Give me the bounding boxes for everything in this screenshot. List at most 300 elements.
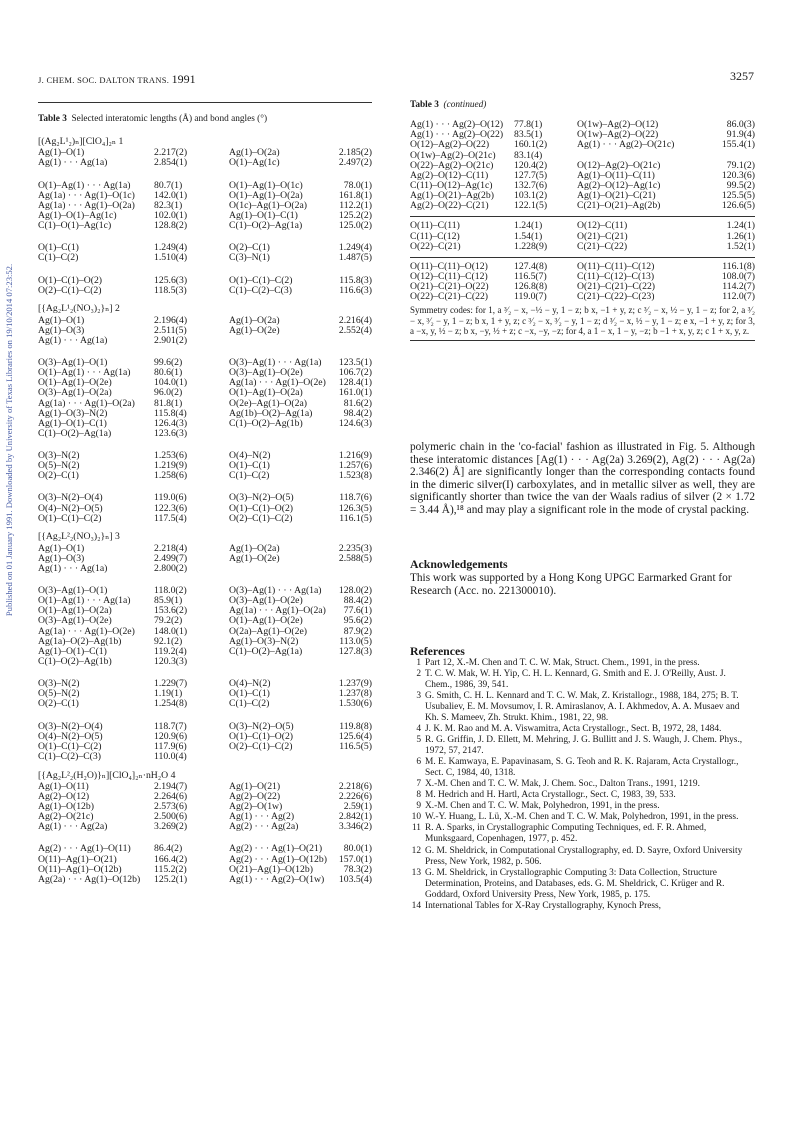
table-cell: Ag(2) · · · Ag(1)–O(12b) bbox=[229, 854, 327, 865]
reference-number: 14 bbox=[411, 900, 421, 911]
table-row bbox=[38, 732, 372, 742]
table-cell: Ag(1)–O(21)–Ag(2b) bbox=[410, 191, 494, 202]
table-cell: Ag(1) · · · Ag(2)–O(12) bbox=[410, 120, 504, 131]
table-cell: 126.4(3) bbox=[154, 418, 188, 429]
table-cell: 127.7(5) bbox=[514, 170, 548, 181]
table-cell: 123.6(3) bbox=[154, 428, 188, 439]
table-row bbox=[38, 802, 372, 812]
table-cell: Ag(1)–O(3)–N(2) bbox=[229, 636, 299, 647]
table-row bbox=[38, 191, 372, 201]
table-row bbox=[38, 752, 372, 762]
table-cell: Ag(1)–O(1) bbox=[38, 543, 85, 554]
table-cell bbox=[333, 657, 372, 667]
table-cell: O(3)–Ag(1)–O(2a) bbox=[38, 388, 112, 399]
table-cell: 86.4(2) bbox=[154, 844, 183, 855]
table-cell: 2.901(2) bbox=[154, 335, 188, 346]
compound-title: [{Ag₂L¹₂(NO₃)₂}ₙ] 2 bbox=[38, 303, 120, 315]
table-cell: 125.6(3) bbox=[154, 275, 188, 286]
table-cell: 110.0(4) bbox=[154, 751, 187, 762]
table-cell: O(12)–C(11)–C(12) bbox=[410, 271, 488, 282]
table-cell: 1.216(9) bbox=[338, 451, 372, 462]
table-cell: O(3)–N(2) bbox=[38, 451, 80, 462]
right-column bbox=[410, 100, 755, 912]
reference-item bbox=[410, 801, 755, 812]
table-cell: 104.0(1) bbox=[154, 378, 188, 389]
table-row bbox=[410, 221, 755, 231]
table-cell: O(21)–C(21)–O(22) bbox=[410, 282, 489, 293]
table-cell: C(1)–C(2) bbox=[229, 471, 270, 482]
reference-number: 13 bbox=[411, 867, 421, 878]
table-cell: C(11)–C(12)–C(13) bbox=[577, 271, 655, 282]
table-cell: 95.6(2) bbox=[343, 616, 372, 627]
symmetry-codes: Symmetry codes: for 1, a ³⁄₂ − x, −½ − y, 1 − z; b x, −1 + y, z; c ³⁄₂ − x, ½ − y, 1 − z; for 2, a ³⁄₂ − x, ³⁄₂ − y, 1 − z; b x, 1 + y, z; c ³⁄₂ − x, ³⁄₂ − y, 1 − z; d ³⁄₂ − x, ½ − y, 1 − z; e x, −1 + y, z; for 3, a −x, y, ½ − z; b x, −y, ½ + z; c −x, −y, −z; for 4, a 1 − x, 1 − y, −z; b −1 + x, y, z; c 1 + x, y, z. bbox=[410, 305, 755, 341]
table-cell: 1.258(6) bbox=[154, 471, 188, 482]
reference-number: 8 bbox=[416, 790, 421, 801]
table-cell: O(4)–N(2) bbox=[229, 679, 271, 690]
page-number: 3257 bbox=[730, 69, 754, 83]
table-cell: 125.2(2) bbox=[338, 211, 372, 222]
table-cell: O(1w)–Ag(2)–O(21c) bbox=[410, 150, 496, 161]
table-cell: Ag(2)–O(12)–Ag(1c) bbox=[577, 181, 661, 191]
table-label: Table 3 bbox=[410, 100, 439, 110]
table-cell: 126.3(5) bbox=[338, 503, 372, 514]
table-cell: O(4)–N(2)–O(5) bbox=[38, 731, 103, 742]
table-cell: Ag(1) · · · Ag(1a) bbox=[38, 563, 108, 574]
table-cell: 3.269(2) bbox=[154, 822, 188, 833]
table-cell: 125.2(1) bbox=[154, 874, 188, 885]
table-cell: O(21)–Ag(1)–O(12b) bbox=[229, 864, 313, 875]
table-row bbox=[38, 286, 372, 296]
table-cell: O(1)–Ag(1)–O(2a) bbox=[229, 388, 303, 399]
table-row bbox=[38, 201, 372, 211]
table-cell: O(1)–C(1)–C(2) bbox=[38, 513, 102, 524]
table-cell: Ag(1) · · · Ag(2) bbox=[229, 812, 295, 823]
table-cell: 1.52(1) bbox=[726, 241, 755, 252]
table-cell: 102.0(1) bbox=[154, 211, 188, 222]
table-row bbox=[410, 292, 755, 302]
table-row bbox=[38, 544, 372, 554]
table-cell: 119.2(4) bbox=[154, 646, 187, 657]
table-cell: 1.24(1) bbox=[726, 221, 755, 232]
table-cell: O(2)–C(1) bbox=[38, 471, 79, 482]
reference-item bbox=[410, 735, 755, 757]
table-cell: C(1)–O(2)–Ag(1b) bbox=[38, 656, 112, 667]
table-cell: O(1)–C(1)–C(2) bbox=[229, 275, 293, 286]
table-cell: Ag(1)–O(11) bbox=[38, 781, 89, 792]
table-cell: O(12)–Ag(2)–O(21c) bbox=[577, 160, 661, 171]
table-cell: 1.219(9) bbox=[154, 461, 188, 472]
table-label: Table 3 bbox=[38, 114, 67, 124]
table-cell: 2.854(1) bbox=[154, 158, 188, 169]
table-row bbox=[38, 742, 372, 752]
table-cell: 2.218(6) bbox=[338, 781, 372, 792]
data-group bbox=[38, 544, 372, 574]
table-cell: 1.530(6) bbox=[338, 699, 372, 710]
table-row bbox=[38, 647, 372, 657]
table-cell: O(11)–C(11)–O(12) bbox=[410, 261, 488, 272]
table-cell: 2.194(7) bbox=[154, 781, 188, 792]
table-cell: Ag(1)–O(21)–C(21) bbox=[577, 191, 656, 202]
table-cell: O(1)–C(1) bbox=[38, 243, 79, 254]
running-header bbox=[38, 72, 196, 87]
table-cell: Ag(1a)–O(2)–Ag(1b) bbox=[38, 636, 122, 647]
table-row bbox=[38, 148, 372, 158]
table-row bbox=[38, 679, 372, 689]
table-cell: O(1w)–Ag(2)–O(22) bbox=[577, 130, 659, 141]
table-row bbox=[410, 282, 755, 292]
download-watermark bbox=[2, 180, 16, 700]
table-cell: 119.0(6) bbox=[154, 493, 187, 504]
table-cell bbox=[333, 752, 372, 762]
table-row bbox=[38, 722, 372, 732]
table-cell: 78.3(2) bbox=[343, 864, 372, 875]
table-cell: 112.0(7) bbox=[722, 292, 755, 303]
reference-text: R. G. Griffin, J. D. Ellett, M. Mehring, J. G. Bullitt and J. S. Waugh, J. Chem. Phys., 1972, 57, 2147. bbox=[425, 735, 743, 757]
data-group bbox=[38, 316, 372, 346]
table-cell: 116.5(7) bbox=[514, 271, 547, 282]
table-cell bbox=[333, 564, 372, 574]
compound-title: [{Ag₂L²₂(NO₃)₂}ₙ] 3 bbox=[38, 531, 120, 543]
table-cell bbox=[229, 336, 333, 346]
table-cell: Ag(1)–O(12b) bbox=[38, 802, 94, 813]
table-cell: Ag(1)–O(11)–C(11) bbox=[577, 170, 655, 181]
table-cell: 103.5(4) bbox=[338, 874, 372, 885]
table-row bbox=[410, 171, 755, 181]
table-cell: 126.8(8) bbox=[514, 282, 548, 293]
reference-item bbox=[410, 779, 755, 790]
table-cell: 2.497(2) bbox=[338, 158, 372, 169]
table-row bbox=[38, 388, 372, 398]
reference-item bbox=[410, 846, 755, 868]
table-row bbox=[38, 596, 372, 606]
reference-text: G. M. Sheldrick, in Computational Crystallography, ed. D. Sayre, Oxford University Press, New York, 1982, p. 506. bbox=[425, 845, 743, 867]
table-cell bbox=[229, 657, 333, 667]
table-cell: 91.9(4) bbox=[726, 130, 755, 141]
table-cell: O(3)–Ag(1)–O(2e) bbox=[229, 368, 303, 379]
table-row bbox=[410, 201, 755, 211]
table-cell: 2.499(7) bbox=[154, 553, 188, 564]
reference-item bbox=[410, 901, 755, 912]
reference-item bbox=[410, 868, 755, 901]
references-list bbox=[410, 658, 755, 912]
table-cell: C(1)–O(1)–Ag(1c) bbox=[38, 221, 112, 232]
data-group bbox=[38, 243, 372, 263]
table-cell: Ag(1b)–O(2)–Ag(1a) bbox=[229, 408, 313, 419]
table-cell: C(11)–C(12) bbox=[410, 231, 460, 242]
table-cell bbox=[333, 336, 372, 346]
download-notice[interactable]: Published on 01 January 1991. Downloaded by University of Texas Libraries on 19/10/2014 07:23:52. bbox=[4, 263, 14, 617]
table-cell: Ag(1)–O(2a) bbox=[229, 148, 280, 159]
table-cell: Ag(1a) · · · Ag(1)–O(1c) bbox=[38, 190, 135, 201]
table-cell: C(21)–C(22)–C(23) bbox=[577, 292, 655, 303]
table-cell bbox=[229, 752, 333, 762]
table-cell: O(3)–N(2) bbox=[38, 679, 80, 690]
table-cell: 1.19(1) bbox=[154, 689, 183, 700]
table-row bbox=[38, 399, 372, 409]
table-row bbox=[38, 336, 372, 346]
table-cell: C(1)–O(2)–Ag(1b) bbox=[229, 418, 303, 429]
table-cell: Ag(2) · · · Ag(1)–O(21) bbox=[229, 844, 323, 855]
table-cell bbox=[229, 564, 333, 574]
table-cell: Ag(1a) · · · Ag(1)–O(2a) bbox=[229, 606, 326, 617]
table-cell: Ag(1)–O(21) bbox=[229, 781, 281, 792]
table-cell: Ag(1)–O(2a) bbox=[229, 543, 280, 554]
table-cell: 1.237(8) bbox=[338, 689, 372, 700]
table-row bbox=[38, 211, 372, 221]
table-cell: 2.588(5) bbox=[338, 553, 372, 564]
data-group bbox=[410, 120, 755, 211]
table-row bbox=[38, 451, 372, 461]
table-cell: Ag(1)–O(3) bbox=[38, 553, 85, 564]
table-cell: 1.237(9) bbox=[338, 679, 372, 690]
table-cell: O(3)–Ag(1) · · · Ag(1a) bbox=[229, 357, 322, 368]
table-cell: 125.5(5) bbox=[721, 191, 755, 202]
table-cell: 1.523(8) bbox=[338, 471, 372, 482]
table-cell: Ag(2)–O(12)–C(11) bbox=[410, 170, 489, 181]
table-cell: 118.0(2) bbox=[154, 585, 187, 596]
references-heading: References bbox=[410, 643, 465, 658]
table-cell: O(4)–N(2) bbox=[229, 451, 271, 462]
table-row bbox=[38, 657, 372, 667]
table-cell: 2.235(3) bbox=[338, 543, 372, 554]
table-cell: Ag(2) · · · Ag(1)–O(11) bbox=[38, 844, 131, 855]
reference-item bbox=[410, 757, 755, 779]
table-cell bbox=[713, 151, 755, 161]
table-cell: O(2e)–Ag(1)–O(2a) bbox=[229, 398, 308, 409]
table-cell: 99.6(2) bbox=[154, 357, 183, 368]
reference-text: Part 12, X.-M. Chen and T. C. W. Mak, Struct. Chem., 1991, in the press. bbox=[425, 657, 700, 668]
table-cell: 80.6(1) bbox=[154, 368, 183, 379]
table-row bbox=[38, 699, 372, 709]
data-group bbox=[38, 181, 372, 232]
table-cell: 118.7(7) bbox=[154, 721, 187, 732]
table-cell: O(1c)–Ag(1)–O(2a) bbox=[229, 200, 308, 211]
table-cell: 119.8(8) bbox=[339, 721, 372, 732]
reference-text: M. E. Kamwaya, E. Papavinasam, S. G. Teoh and R. K. Rajaram, Acta Crystallogr., Sect. C, 1984, 40, 1318. bbox=[425, 757, 739, 779]
table-cell: 117.9(6) bbox=[154, 741, 187, 752]
reference-number: 11 bbox=[411, 823, 421, 834]
table-cell: 125.6(4) bbox=[338, 731, 372, 742]
table-cell: 116.1(8) bbox=[722, 261, 755, 272]
table-cell: O(12)–C(11) bbox=[577, 221, 628, 232]
table-cell: Ag(1)–O(1)–Ag(1c) bbox=[38, 211, 117, 222]
table-row bbox=[38, 586, 372, 596]
table-cell: 79.2(2) bbox=[154, 616, 183, 627]
table-cell: O(3)–Ag(1) · · · Ag(1a) bbox=[229, 585, 322, 596]
reference-text: X.-M. Chen and T. C. W. Mak, J. Chem. Soc., Dalton Trans., 1991, 1219. bbox=[425, 779, 700, 790]
table-cell: O(11)–C(11)–C(12) bbox=[577, 261, 655, 272]
table-cell: 1.510(4) bbox=[154, 253, 188, 264]
table-cell: Ag(1a) · · · Ag(1)–O(2e) bbox=[38, 626, 135, 637]
table-cell: Ag(2)–O(22)–C(21) bbox=[410, 201, 489, 212]
compound-section bbox=[38, 304, 372, 524]
table-cell: O(3)–Ag(1)–O(2e) bbox=[38, 616, 112, 627]
table-cell bbox=[229, 429, 333, 439]
table-cell: 113.0(5) bbox=[339, 636, 372, 647]
reference-item bbox=[410, 823, 755, 845]
table-cell: 132.7(6) bbox=[514, 181, 548, 191]
table-cell: 2.842(1) bbox=[338, 812, 372, 823]
table-row bbox=[38, 158, 372, 168]
table-row bbox=[410, 262, 755, 272]
table-row bbox=[38, 606, 372, 616]
table-cell: 116.1(5) bbox=[339, 513, 372, 524]
table-cell: 1.24(1) bbox=[514, 221, 543, 232]
table-cell: O(3)–Ag(1)–O(2e) bbox=[229, 596, 303, 607]
table-row bbox=[38, 875, 372, 885]
table-row bbox=[38, 276, 372, 286]
acknowledgements-text: This work was supported by a Hong Kong UPGC Earmarked Grant for Research (Acc. no. 221300010). bbox=[410, 572, 732, 597]
table-row bbox=[38, 627, 372, 637]
table-cell: 82.3(1) bbox=[154, 200, 183, 211]
table-cell: C(1)–C(2)–C(3) bbox=[229, 285, 292, 296]
table-row bbox=[410, 272, 755, 282]
table-row bbox=[38, 326, 372, 336]
table-row bbox=[38, 564, 372, 574]
table-cell: O(11)–Ag(1)–O(21) bbox=[38, 854, 117, 865]
table-row bbox=[410, 130, 755, 140]
table-cell: 160.1(2) bbox=[514, 140, 548, 151]
table-cell: Ag(1)–O(3) bbox=[38, 325, 85, 336]
table-cell: O(1)–C(1)–O(2) bbox=[38, 275, 103, 286]
table-cell: 2.216(4) bbox=[338, 315, 372, 326]
table-row bbox=[38, 316, 372, 326]
table-row bbox=[38, 409, 372, 419]
reference-item bbox=[410, 658, 755, 669]
table-row bbox=[410, 120, 755, 130]
table-cell: Ag(1) · · · Ag(1a) bbox=[38, 158, 108, 169]
data-group bbox=[38, 782, 372, 833]
table-cell: Ag(2)–O(22) bbox=[229, 791, 281, 802]
table-cell: 3.346(2) bbox=[338, 822, 372, 833]
table-cell: Ag(1)–O(1)–C(1) bbox=[38, 646, 107, 657]
table-cell: 2.573(6) bbox=[154, 802, 188, 813]
table-cell: 128.8(2) bbox=[154, 221, 188, 232]
table-cell: 79.1(2) bbox=[726, 160, 755, 171]
table-cell: 83.5(1) bbox=[514, 130, 543, 141]
reference-text: T. C. W. Mak, W. H. Yip, C. H. L. Kennard, G. Smith and E. J. O'Reilly, Aust. J. Chem., 1986, 39, 541. bbox=[425, 668, 726, 690]
reference-number: 2 bbox=[416, 668, 421, 679]
table-cell: 1.487(5) bbox=[338, 253, 372, 264]
table-cell: 1.249(4) bbox=[338, 243, 372, 254]
table-cell: 77.8(1) bbox=[514, 120, 543, 131]
table-row bbox=[38, 504, 372, 514]
table-cell: C(11)–O(12)–Ag(1c) bbox=[410, 181, 493, 191]
table-row bbox=[38, 865, 372, 875]
body-paragraph: polymeric chain in the 'co-facial' fashion as illustrated in Fig. 5. Although these interatomic distances [Ag(1) · · · Ag(2a) 3.269(2), Ag(2) · · · Ag(2a) 2.346(2) Å] are significantly longer than the corresponding contacts found in the dimeric silver(I) carboxylates, and in metallic silver as well, they are significantly shorter than twice the van der Waals radius of silver (2 × 1.72 = 3.44 Å),¹⁸ and may play a significant role in the mode of crystal packing. bbox=[410, 441, 755, 516]
table-cell: 124.6(3) bbox=[338, 418, 372, 429]
table-cell: 153.6(2) bbox=[154, 606, 188, 617]
table-cell: 128.4(1) bbox=[338, 378, 372, 389]
table-cell: O(1)–Ag(1) · · · Ag(1a) bbox=[38, 596, 131, 607]
table-row bbox=[410, 151, 755, 161]
table-cell: O(3)–Ag(1)–O(1) bbox=[38, 585, 108, 596]
table-cell: 155.4(1) bbox=[721, 140, 755, 151]
table-cell: 87.9(2) bbox=[343, 626, 372, 637]
table-cell: Ag(1a) · · · Ag(1)–O(2a) bbox=[38, 200, 135, 211]
data-group bbox=[38, 451, 372, 481]
table-row bbox=[38, 368, 372, 378]
reference-number: 6 bbox=[416, 757, 421, 768]
table-cell: O(2)–C(1)–C(2) bbox=[38, 285, 102, 296]
table-cell: O(4)–N(2)–O(5) bbox=[38, 503, 103, 514]
table-cell: C(1)–C(2) bbox=[38, 253, 79, 264]
journal-year: 1991 bbox=[171, 72, 196, 86]
table-cell: O(1)–Ag(1)–O(2e) bbox=[38, 378, 112, 389]
reference-text: G. M. Sheldrick, in Crystallographic Computing 3: Data Collection, Structure Determination, Proteins, and Databases, eds. G. M. Sheldrick, C. Krüger and R. Goddard, Oxford University Press, New York, 1985, p. 175. bbox=[425, 867, 725, 900]
table-cell: C(1)–C(2)–C(3) bbox=[38, 751, 101, 762]
reference-number: 1 bbox=[416, 657, 421, 668]
table-cell: Ag(2)–O(21c) bbox=[38, 812, 94, 823]
table-cell: 83.1(4) bbox=[514, 150, 543, 161]
table-cell: O(21)–C(21)–C(22) bbox=[577, 282, 656, 293]
data-group bbox=[38, 844, 372, 885]
reference-item bbox=[410, 691, 755, 724]
table-cell: Ag(1)–O(3)–N(2) bbox=[38, 408, 108, 419]
table-cell: 77.6(1) bbox=[343, 606, 372, 617]
reference-number: 3 bbox=[416, 690, 421, 701]
reference-number: 7 bbox=[416, 779, 421, 790]
table-cell: 116.6(3) bbox=[339, 285, 372, 296]
table-row bbox=[38, 554, 372, 564]
data-group bbox=[38, 722, 372, 763]
table-cell: Ag(1)–O(2e) bbox=[229, 553, 280, 564]
reference-number: 5 bbox=[416, 735, 421, 746]
reference-number: 4 bbox=[416, 723, 421, 734]
reference-item bbox=[410, 669, 755, 691]
table-cell: Ag(1)–O(2a) bbox=[229, 315, 280, 326]
table-row bbox=[38, 358, 372, 368]
table-cell: 2.185(2) bbox=[338, 148, 372, 159]
data-group bbox=[410, 257, 755, 303]
table-cell: 106.7(2) bbox=[338, 368, 372, 379]
table-row bbox=[38, 471, 372, 481]
table-row bbox=[38, 792, 372, 802]
table-cell: 1.229(7) bbox=[154, 679, 188, 690]
table-cell: Ag(1)–O(1)–C(1) bbox=[38, 418, 107, 429]
table-cell: 103.1(2) bbox=[514, 191, 548, 202]
table-cell: O(1)–C(1) bbox=[229, 689, 270, 700]
reference-item bbox=[410, 724, 755, 735]
table-row bbox=[38, 855, 372, 865]
table-row bbox=[38, 493, 372, 503]
table-cell: 117.5(4) bbox=[154, 513, 187, 524]
table-cell: 2.264(6) bbox=[154, 791, 188, 802]
table-cell: 127.4(8) bbox=[514, 261, 548, 272]
table-cell: O(22)–Ag(2)–O(21c) bbox=[410, 160, 494, 171]
table-cell: O(11)–Ag(1)–O(12b) bbox=[38, 864, 122, 875]
table-cell: O(3)–Ag(1)–O(1) bbox=[38, 357, 108, 368]
table-cell: O(2)–C(1)–C(2) bbox=[229, 513, 293, 524]
table-row bbox=[38, 616, 372, 626]
table-cell: O(5)–N(2) bbox=[38, 461, 80, 472]
table-cell: 2.800(2) bbox=[154, 563, 188, 574]
table-cell: Ag(1)–O(1)–C(1) bbox=[229, 211, 298, 222]
table-caption-text: Selected interatomic lengths (Å) and bond angles (°) bbox=[71, 114, 268, 124]
continued-label: (continued) bbox=[443, 100, 487, 110]
compound-title: [{Ag₂L²₂(H₂O)}ₙ][ClO₄]₂ₙ·nH₂O 4 bbox=[38, 769, 176, 781]
table-cell: 161.0(1) bbox=[338, 388, 372, 399]
table-cell: 161.8(1) bbox=[338, 190, 372, 201]
table-cell: O(2)–C(1) bbox=[229, 243, 270, 254]
table-cell: 2.196(4) bbox=[154, 315, 188, 326]
table-cell: O(1)–Ag(1)–O(2e) bbox=[229, 616, 303, 627]
table-cell: 142.0(1) bbox=[154, 190, 188, 201]
table-cell: 86.0(3) bbox=[726, 120, 755, 131]
table-row bbox=[38, 419, 372, 429]
table-cell: 2.226(6) bbox=[338, 791, 372, 802]
table-cell: O(1)–C(1)–O(2) bbox=[229, 731, 294, 742]
